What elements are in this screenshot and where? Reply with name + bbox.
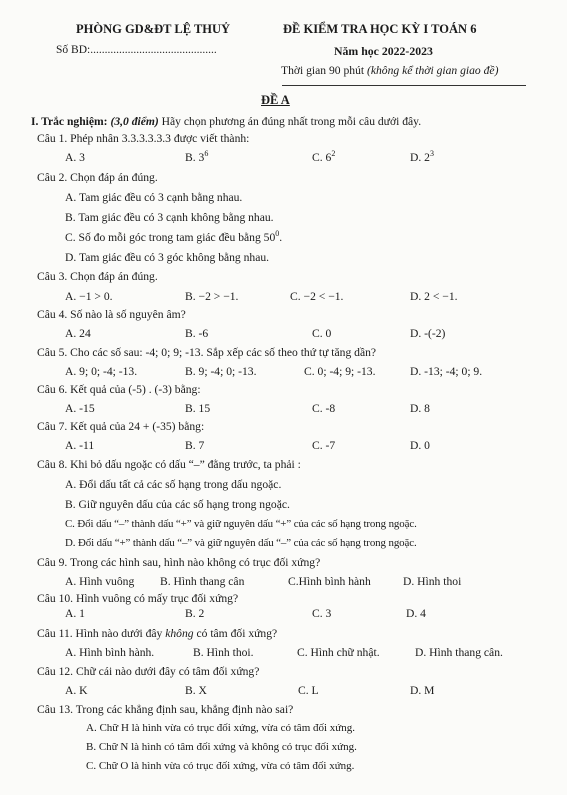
q11-option-d: D. Hình thang cân. [415, 646, 503, 659]
question-1-stem: Câu 1. Phép nhân 3.3.3.3.3.3 được viết thành: [37, 132, 250, 145]
q3-option-a: A. −1 > 0. [65, 290, 113, 303]
q13-option-a: A. Chữ H là hình vừa có trục đối xứng, vừa có tâm đối xứng. [86, 722, 356, 734]
q4-option-a: A. 24 [65, 327, 91, 340]
exam-title: ĐỀ KIỂM TRA HỌC KỲ I TOÁN 6 [283, 22, 477, 36]
q1-option-d: D. $2^3$ [410, 149, 434, 164]
q8-option-b: B. Giữ nguyên dấu của các số hạng trong ngoặc. [65, 498, 290, 511]
header-divider [282, 85, 526, 86]
question-8-stem: Câu 8. Khi bỏ dấu ngoặc có dấu “–” đằng trước, ta phải : [37, 458, 301, 471]
q3-option-b: B. −2 > −1. [185, 290, 239, 303]
q11-option-b: B. Hình thoi. [193, 646, 254, 659]
q10-option-c: C. 3 [312, 607, 332, 620]
q9-option-c: C.Hình bình hành [288, 575, 371, 588]
question-2-stem: Câu 2. Chọn đáp án đúng. [37, 171, 158, 184]
q7-option-a: A. -11 [65, 439, 95, 452]
q13-option-c: C. Chữ O là hình vừa có trục đối xứng, vừa có tâm đối xứng. [86, 760, 355, 772]
department-title: PHÒNG GD&ĐT LỆ THUỶ [76, 22, 231, 36]
q4-option-c: C. 0 [312, 327, 332, 340]
q7-option-d: D. 0 [410, 439, 430, 452]
q9-option-a: A. Hình vuông [65, 575, 135, 588]
q13-option-b: B. Chữ N là hình có tâm đối xứng và không có trục đối xứng. [86, 741, 357, 753]
time-note: (không kể thời gian giao đề) [367, 64, 499, 77]
q3-option-d: D. 2 < −1. [410, 290, 458, 303]
question-7-stem: Câu 7. Kết quả của 24 + (-35) bằng: [37, 420, 205, 433]
school-year: Năm học 2022-2023 [334, 44, 433, 58]
q2-option-c: C. Số đo mỗi góc trong tam giác đều bằng $50^0$. [65, 229, 283, 244]
q4-option-b: B. -6 [185, 327, 209, 340]
q7-option-c: C. -7 [312, 439, 336, 452]
q2-option-b: B. Tam giác đều có 3 cạnh không bằng nhau. [65, 211, 274, 224]
q6-option-b: B. 15 [185, 402, 211, 415]
question-13-stem: Câu 13. Trong các khẳng định sau, khẳng định nào sai? [37, 703, 294, 716]
time-limit: Thời gian 90 phút (không kể thời gian giao đề) [281, 64, 499, 77]
question-10-stem: Câu 10. Hình vuông có mấy trục đối xứng? [37, 592, 239, 605]
q1-option-b: B. $3^6$ [185, 149, 209, 164]
q5-option-d: D. -13; -4; 0; 9. [410, 365, 483, 378]
q12-option-b: B. X [185, 684, 207, 697]
q11-option-c: C. Hình chữ nhật. [297, 646, 380, 659]
question-5-stem: Câu 5. Cho các số sau: -4; 0; 9; -13. Sắp xếp các số theo thứ tự tăng dần? [37, 346, 377, 359]
q6-option-d: D. 8 [410, 402, 430, 415]
q4-option-d: D. -(-2) [410, 327, 446, 340]
q1-option-c: C. $6^2$ [312, 149, 336, 164]
q10-option-d: D. 4 [406, 607, 426, 620]
q9-option-b: B. Hình thang cân [160, 575, 245, 588]
question-4-stem: Câu 4. Số nào là số nguyên âm? [37, 308, 186, 321]
q12-option-c: C. L [298, 684, 319, 697]
candidate-number-field: Số BD:............................................ [56, 44, 217, 56]
q8-option-d: D. Đổi dấu “+” thành dấu “–” và giữ nguyên dấu “–” của các số hạng trong ngoặc. [65, 537, 417, 549]
exam-code: ĐỀ A [261, 93, 290, 107]
q11-option-a: A. Hình bình hành. [65, 646, 155, 659]
q10-option-b: B. 2 [185, 607, 205, 620]
q12-option-d: D. M [410, 684, 435, 697]
q1-option-a: A. 3 [65, 151, 85, 164]
question-9-stem: Câu 9. Trong các hình sau, hình nào không có trục đối xứng? [37, 556, 321, 569]
q6-option-a: A. -15 [65, 402, 95, 415]
q3-option-c: C. −2 < −1. [290, 290, 344, 303]
question-12-stem: Câu 12. Chữ cái nào dưới đây có tâm đối xứng? [37, 665, 260, 678]
q10-option-a: A. 1 [65, 607, 85, 620]
q5-option-c: C. 0; -4; 9; -13. [304, 365, 376, 378]
q5-option-b: B. 9; -4; 0; -13. [185, 365, 257, 378]
question-3-stem: Câu 3. Chọn đáp án đúng. [37, 270, 158, 283]
q8-option-a: A. Đổi dấu tất cả các số hạng trong dấu ngoặc. [65, 478, 282, 491]
question-11-stem: Câu 11. Hình nào dưới đây không có tâm đối xứng? [37, 627, 278, 640]
section-heading: I. Trắc nghiệm: (3,0 điểm) Hãy chọn phương án đúng nhất trong mỗi câu dưới đây. [31, 115, 422, 128]
q7-option-b: B. 7 [185, 439, 205, 452]
q6-option-c: C. -8 [312, 402, 336, 415]
question-6-stem: Câu 6. Kết quả của (-5) . (-3) bằng: [37, 383, 201, 396]
q12-option-a: A. K [65, 684, 88, 697]
q2-option-a: A. Tam giác đều có 3 cạnh bằng nhau. [65, 191, 243, 204]
q8-option-c: C. Đổi dấu “–” thành dấu “+” và giữ nguyên dấu “+” của các số hạng trong ngoặc. [65, 518, 417, 530]
q5-option-a: A. 9; 0; -4; -13. [65, 365, 138, 378]
q9-option-d: D. Hình thoi [403, 575, 462, 588]
q2-option-d: D. Tam giác đều có 3 góc không bằng nhau. [65, 251, 270, 264]
